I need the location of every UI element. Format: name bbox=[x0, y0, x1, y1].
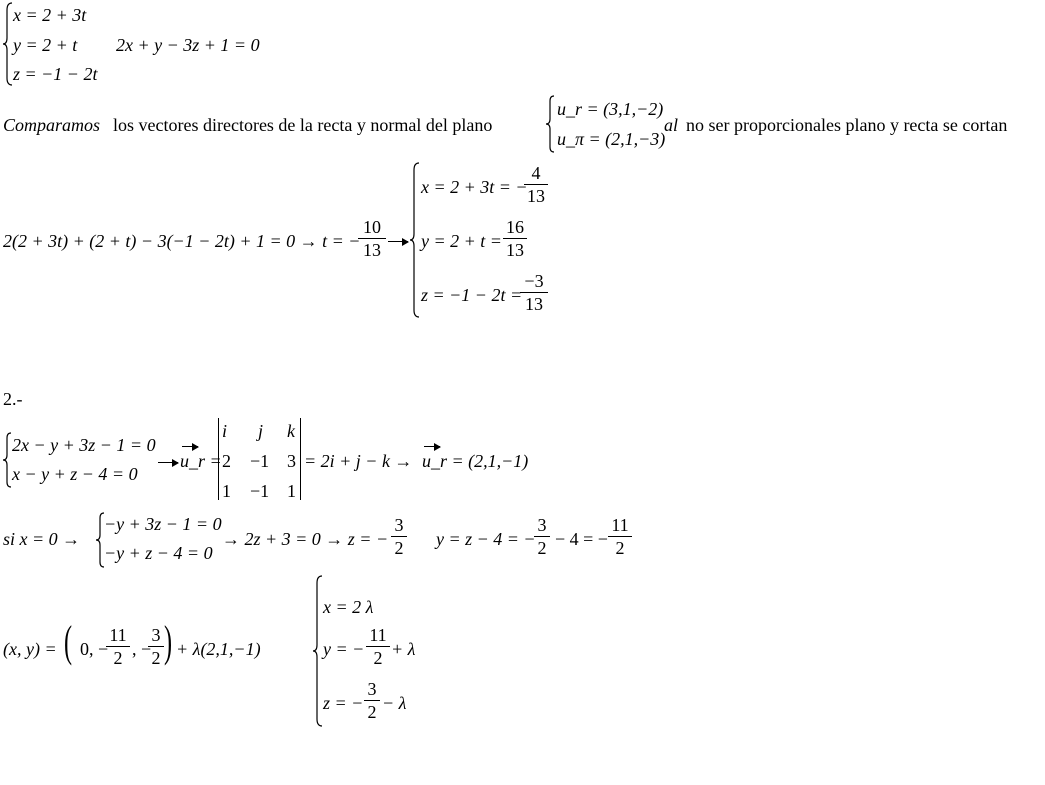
y-fraction-1 bbox=[534, 516, 550, 557]
fraction-bar bbox=[391, 536, 407, 537]
solution-x-numerator: 4 bbox=[531, 163, 541, 183]
solution-y-fraction bbox=[503, 218, 527, 259]
sub-eq1: −y + 3z − 1 = 0 bbox=[104, 514, 222, 534]
param-z-suffix: − λ bbox=[382, 693, 407, 713]
y-numerator-2: 11 bbox=[611, 515, 629, 535]
matrix-cell: 3 bbox=[287, 451, 296, 471]
param-z-prefix: z = − bbox=[323, 693, 364, 713]
vector-eq-prefix: (x, y) = bbox=[3, 639, 57, 659]
vec-denominator-2: 2 bbox=[151, 648, 161, 668]
z-numerator: 3 bbox=[394, 515, 404, 535]
z-solve: → 2z + 3 = 0 → z = − bbox=[222, 529, 389, 549]
solution-x-denominator: 13 bbox=[527, 186, 545, 206]
vec-fraction-2 bbox=[148, 626, 164, 667]
determinant-left-bar bbox=[218, 418, 219, 500]
param-z-fraction bbox=[364, 680, 380, 721]
normal-vector-upi: u_π = (2,1,−3) bbox=[557, 129, 666, 149]
direction-vector-ur: u_r = (3,1,−2) bbox=[557, 99, 664, 119]
y-denominator-2: 2 bbox=[615, 538, 625, 558]
plane-eq2: x − y + z − 4 = 0 bbox=[12, 464, 138, 484]
param-y-prefix: y = − bbox=[323, 639, 365, 659]
ur-symbol: u_r = bbox=[180, 451, 222, 471]
plane-eq1: 2x − y + 3z − 1 = 0 bbox=[12, 435, 156, 455]
si-text: si x = 0 → bbox=[3, 529, 81, 549]
sub-eq2: −y + z − 4 = 0 bbox=[104, 543, 213, 563]
ur-result: u_r = (2,1,−1) bbox=[422, 451, 529, 471]
substitution-equation: 2(2 + 3t) + (2 + t) − 3(−1 − 2t) + 1 = 0 → t = − bbox=[3, 231, 361, 251]
conclusion-text: no ser proporcionales plano y recta se cortan bbox=[686, 115, 1008, 135]
vec-zero: 0, − bbox=[80, 639, 109, 659]
y-denominator-1: 2 bbox=[537, 538, 547, 558]
matrix-cell: −1 bbox=[250, 481, 270, 501]
fraction-bar bbox=[358, 238, 386, 239]
solution-brace bbox=[410, 162, 420, 318]
y-solve: y = z − 4 = − bbox=[436, 529, 536, 549]
matrix-cell: 1 bbox=[287, 481, 296, 501]
z-fraction bbox=[391, 516, 407, 557]
parametric-brace bbox=[313, 575, 323, 727]
param-y-suffix: + λ bbox=[391, 639, 416, 659]
param-z-denominator: 2 bbox=[367, 702, 377, 722]
determinant-right-bar bbox=[300, 418, 301, 500]
system-line-x: x = 2 + 3t bbox=[13, 5, 87, 25]
compare-word: Comparamos bbox=[3, 115, 101, 135]
solution-z-denominator: 13 bbox=[525, 294, 543, 314]
section-label: 2.- bbox=[3, 389, 23, 409]
param-y-numerator: 11 bbox=[369, 625, 387, 645]
param-z-numerator: 3 bbox=[367, 679, 377, 699]
fraction-bar bbox=[364, 700, 380, 701]
vector-arrow-icon bbox=[424, 446, 440, 447]
system-line-z: z = −1 − 2t bbox=[13, 64, 98, 84]
solution-y-numerator: 16 bbox=[506, 217, 524, 237]
plane-equation: 2x + y − 3z + 1 = 0 bbox=[116, 35, 260, 55]
right-paren-icon: ) bbox=[164, 617, 173, 666]
solution-y: y = 2 + t = bbox=[421, 231, 502, 251]
al-word: al bbox=[664, 115, 679, 135]
param-x: x = 2 λ bbox=[323, 597, 374, 617]
solution-z-numerator: −3 bbox=[524, 271, 544, 291]
vec-denominator-1: 2 bbox=[113, 648, 123, 668]
y-numerator-1: 3 bbox=[537, 515, 547, 535]
vector-arrow-icon bbox=[182, 446, 198, 447]
matrix-cell: −1 bbox=[250, 451, 270, 471]
t-denominator: 13 bbox=[363, 240, 381, 260]
solution-z: z = −1 − 2t = bbox=[421, 285, 523, 305]
matrix-cell: j bbox=[258, 421, 264, 441]
fraction-bar bbox=[106, 646, 130, 647]
solution-z-fraction bbox=[520, 272, 548, 313]
implies-arrow bbox=[388, 241, 408, 242]
vec-fraction-1 bbox=[106, 626, 130, 667]
fraction-bar bbox=[534, 536, 550, 537]
vectors-brace bbox=[546, 95, 555, 153]
fraction-bar bbox=[608, 536, 632, 537]
cross-product-result: = 2i + j − k → bbox=[304, 451, 413, 471]
fraction-bar bbox=[520, 292, 548, 293]
y-mid: − 4 = − bbox=[555, 529, 608, 549]
solution-x: x = 2 + 3t = − bbox=[421, 177, 528, 197]
solution-x-fraction bbox=[524, 164, 548, 205]
y-fraction-2 bbox=[608, 516, 632, 557]
vec-numerator-1: 11 bbox=[109, 625, 127, 645]
z-denominator: 2 bbox=[394, 538, 404, 558]
fraction-bar bbox=[503, 238, 527, 239]
fraction-bar bbox=[524, 184, 548, 185]
t-fraction bbox=[358, 218, 386, 259]
param-y-fraction bbox=[366, 626, 390, 667]
vec-separator: , − bbox=[132, 639, 152, 659]
matrix-cell: 2 bbox=[222, 451, 231, 471]
fraction-bar bbox=[148, 646, 164, 647]
system-line-y: y = 2 + t bbox=[13, 35, 78, 55]
solution-y-denominator: 13 bbox=[506, 240, 524, 260]
param-y-denominator: 2 bbox=[373, 648, 383, 668]
vec-numerator-2: 3 bbox=[151, 625, 161, 645]
fraction-bar bbox=[366, 646, 390, 647]
matrix-cell: 1 bbox=[222, 481, 231, 501]
implies-arrow bbox=[158, 462, 178, 463]
planes-brace bbox=[3, 432, 12, 488]
compare-text: los vectores directores de la recta y normal del plano bbox=[113, 115, 493, 135]
t-numerator: 10 bbox=[363, 217, 381, 237]
left-paren-icon: ( bbox=[64, 617, 73, 666]
matrix-cell: i bbox=[222, 421, 228, 441]
vec-direction: + λ(2,1,−1) bbox=[176, 639, 261, 659]
matrix-cell: k bbox=[287, 421, 295, 441]
system-brace bbox=[3, 2, 13, 86]
